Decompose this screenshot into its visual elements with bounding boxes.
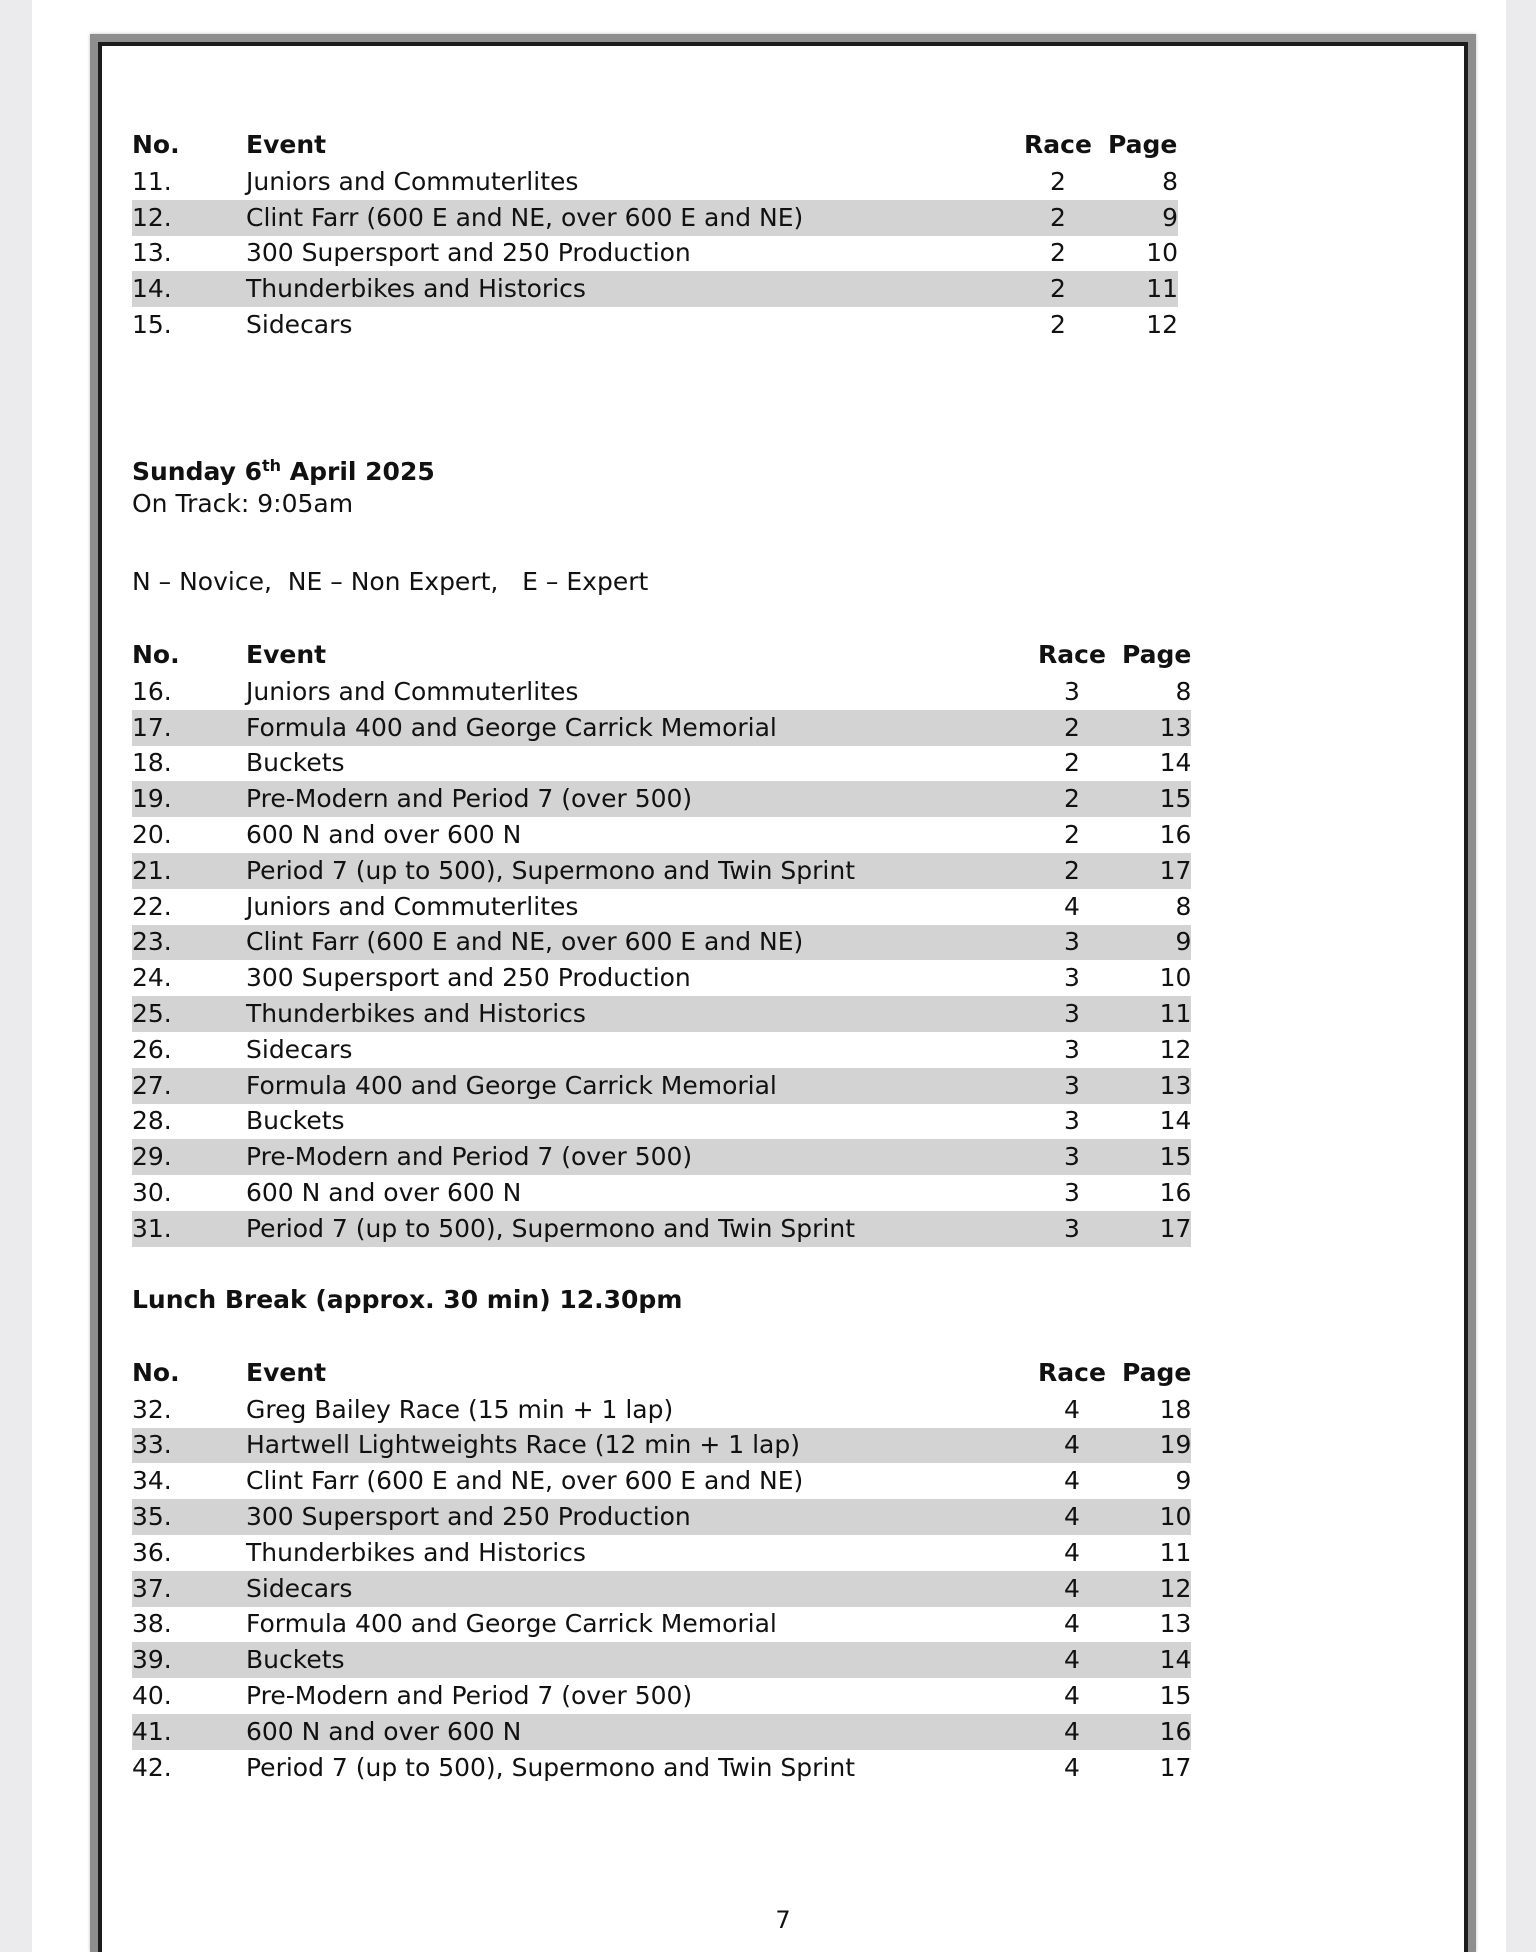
page-ref: 14 <box>1122 1642 1191 1678</box>
sunday-date-heading <box>132 456 1332 488</box>
event-number: 24. <box>132 963 172 993</box>
event-number: 42. <box>132 1752 172 1782</box>
header-event: Event <box>246 1357 327 1387</box>
page-ref: 19 <box>1122 1428 1191 1464</box>
schedule-row <box>132 1571 1191 1607</box>
event-name: Sidecars <box>246 310 353 340</box>
race-number: 2 <box>1050 166 1066 196</box>
event-number: 28. <box>132 1106 172 1136</box>
race-number: 4 <box>1022 1499 1122 1535</box>
page-ref: 8 <box>1162 166 1178 196</box>
event-name: Pre-Modern and Period 7 (over 500) <box>246 781 1022 817</box>
document-page <box>98 42 1468 1952</box>
page-ref: 10 <box>1159 963 1192 993</box>
schedule-row <box>132 960 1191 996</box>
page-ref: 14 <box>1159 1106 1192 1136</box>
event-name: Thunderbikes and Historics <box>246 271 1008 307</box>
race-number: 4 <box>1064 1466 1080 1496</box>
page-ref: 16 <box>1159 820 1192 850</box>
event-name: Thunderbikes and Historics <box>246 1537 586 1567</box>
header-event: Event <box>246 130 327 159</box>
event-name: 600 N and over 600 N <box>246 1178 522 1208</box>
page-ref: 15 <box>1122 781 1191 817</box>
schedule-row <box>132 1392 1191 1428</box>
race-number: 3 <box>1022 1211 1122 1247</box>
page-ref: 9 <box>1122 925 1191 961</box>
race-number: 2 <box>1008 271 1108 307</box>
lunch-break-heading: Lunch Break (approx. 30 min) 12.30pm <box>132 1284 683 1314</box>
event-name: Buckets <box>246 748 345 778</box>
event-name: Juniors and Commuterlites <box>246 891 579 921</box>
schedule-row <box>132 271 1178 307</box>
page-ref: 15 <box>1122 1139 1191 1175</box>
event-name: Period 7 (up to 500), Supermono and Twin Sprint <box>246 1752 856 1782</box>
race-number: 2 <box>1022 710 1122 746</box>
event-number: 26. <box>132 1034 172 1064</box>
race-number: 3 <box>1064 1106 1080 1136</box>
schedule-row <box>132 746 1191 782</box>
schedule-row <box>132 925 1191 961</box>
date-suffix: April 2025 <box>281 456 435 486</box>
event-number: 32. <box>132 1394 172 1424</box>
race-number: 4 <box>1022 1571 1122 1607</box>
page-ref: 14 <box>1159 748 1192 778</box>
on-track-time: On Track: 9:05am <box>132 488 354 518</box>
schedule-row <box>132 307 1178 343</box>
date-prefix: Sunday 6 <box>132 456 262 486</box>
page-ref: 8 <box>1175 891 1192 921</box>
event-number: 36. <box>132 1537 172 1567</box>
event-name: Juniors and Commuterlites <box>246 676 579 706</box>
race-number: 2 <box>1064 820 1080 850</box>
event-name: 600 N and over 600 N <box>246 820 522 850</box>
schedule-row <box>132 1428 1191 1464</box>
schedule-row <box>132 1678 1191 1714</box>
schedule-table-sunday-morning <box>132 636 1191 1247</box>
event-number: 14. <box>132 271 246 307</box>
event-number: 30. <box>132 1178 172 1208</box>
date-ordinal: th <box>262 455 282 475</box>
event-number: 17. <box>132 710 246 746</box>
race-number: 2 <box>1022 853 1122 889</box>
page-ref: 13 <box>1122 710 1191 746</box>
page-frame <box>90 34 1476 1952</box>
header-no: No. <box>132 130 180 159</box>
race-number: 3 <box>1022 1139 1122 1175</box>
event-number: 13. <box>132 238 172 268</box>
race-number: 4 <box>1064 1394 1080 1424</box>
event-name: Clint Farr (600 E and NE, over 600 E and NE) <box>246 200 1008 236</box>
page-ref: 9 <box>1175 1466 1192 1496</box>
table-header-row <box>132 636 1191 674</box>
event-name: 300 Supersport and 250 Production <box>246 238 691 268</box>
race-number: 3 <box>1064 676 1080 706</box>
event-name: 300 Supersport and 250 Production <box>246 963 691 993</box>
event-name: Period 7 (up to 500), Supermono and Twin Sprint <box>246 1211 1022 1247</box>
race-number: 2 <box>1064 748 1080 778</box>
race-number: 3 <box>1022 996 1122 1032</box>
event-name: Clint Farr (600 E and NE, over 600 E and NE) <box>246 1466 804 1496</box>
page-ref: 17 <box>1122 1211 1191 1247</box>
event-name: Clint Farr (600 E and NE, over 600 E and NE) <box>246 925 1022 961</box>
page-ref: 17 <box>1122 853 1191 889</box>
schedule-row <box>132 996 1191 1032</box>
schedule-row <box>132 1175 1191 1211</box>
race-number: 2 <box>1008 200 1108 236</box>
schedule-row <box>132 1139 1191 1175</box>
event-number: 41. <box>132 1714 246 1750</box>
event-number: 12. <box>132 200 246 236</box>
event-number: 11. <box>132 166 172 196</box>
event-number: 35. <box>132 1499 246 1535</box>
page-ref: 16 <box>1159 1178 1192 1208</box>
table-header-row <box>132 126 1178 164</box>
event-name: Greg Bailey Race (15 min + 1 lap) <box>246 1394 674 1424</box>
header-no: No. <box>132 639 180 669</box>
schedule-row <box>132 1104 1191 1140</box>
page-ref: 13 <box>1159 1609 1192 1639</box>
page-ref: 11 <box>1108 271 1178 307</box>
event-number: 33. <box>132 1428 246 1464</box>
page-ref: 11 <box>1159 1537 1192 1567</box>
page-ref: 18 <box>1159 1394 1192 1424</box>
event-number: 40. <box>132 1681 172 1710</box>
schedule-row <box>132 1499 1191 1535</box>
race-number: 4 <box>1064 1681 1080 1710</box>
page-number: 7 <box>775 1906 791 1934</box>
event-number: 34. <box>132 1466 172 1496</box>
race-number: 4 <box>1064 1609 1080 1639</box>
page-ref: 12 <box>1146 310 1178 340</box>
schedule-row <box>132 710 1191 746</box>
page-ref: 13 <box>1122 1068 1191 1104</box>
document-viewer[interactable] <box>32 0 1506 1952</box>
race-number: 4 <box>1022 1642 1122 1678</box>
schedule-row <box>132 200 1178 236</box>
event-name: Pre-Modern and Period 7 (over 500) <box>246 1681 693 1710</box>
event-number: 20. <box>132 820 172 850</box>
page-ref: 12 <box>1122 1571 1191 1607</box>
schedule-row <box>132 1535 1191 1571</box>
race-number: 4 <box>1064 1537 1080 1567</box>
event-number: 18. <box>132 748 172 778</box>
event-name: Juniors and Commuterlites <box>246 166 579 196</box>
race-number: 3 <box>1064 1178 1080 1208</box>
header-race: Race <box>1038 1357 1106 1387</box>
event-number: 25. <box>132 996 246 1032</box>
event-number: 23. <box>132 925 246 961</box>
class-legend: N – Novice, NE – Non Expert, E – Expert <box>132 566 649 596</box>
race-number: 2 <box>1050 310 1066 340</box>
page-ref: 16 <box>1122 1714 1191 1750</box>
schedule-row <box>132 1642 1191 1678</box>
event-number: 29. <box>132 1139 246 1175</box>
race-number: 4 <box>1064 891 1080 921</box>
event-number: 21. <box>132 853 246 889</box>
event-number: 27. <box>132 1068 246 1104</box>
page-ref: 8 <box>1175 676 1192 706</box>
event-number: 19. <box>132 781 246 817</box>
schedule-row <box>132 817 1191 853</box>
page-content <box>132 126 1332 1786</box>
event-name: Hartwell Lightweights Race (12 min + 1 lap) <box>246 1428 1022 1464</box>
event-name: Thunderbikes and Historics <box>246 996 1022 1032</box>
header-event: Event <box>246 639 327 669</box>
page-ref: 11 <box>1122 996 1191 1032</box>
header-no: No. <box>132 1357 180 1387</box>
race-number: 4 <box>1064 1752 1080 1782</box>
event-name: Pre-Modern and Period 7 (over 500) <box>246 1139 1022 1175</box>
page-ref: 10 <box>1146 238 1178 268</box>
race-number: 4 <box>1022 1714 1122 1750</box>
schedule-table-saturday-continued <box>132 126 1178 343</box>
table-header-row <box>132 1354 1191 1392</box>
header-page: Page <box>1122 639 1192 669</box>
event-name: 300 Supersport and 250 Production <box>246 1499 1022 1535</box>
race-number: 3 <box>1022 925 1122 961</box>
schedule-row <box>132 1714 1191 1750</box>
event-name: Formula 400 and George Carrick Memorial <box>246 1068 1022 1104</box>
event-name: Buckets <box>246 1106 345 1136</box>
event-name: 600 N and over 600 N <box>246 1714 1022 1750</box>
header-page: Page <box>1122 1357 1192 1387</box>
race-number: 2 <box>1050 238 1066 268</box>
schedule-row <box>132 1463 1191 1499</box>
event-name: Formula 400 and George Carrick Memorial <box>246 710 1022 746</box>
event-name: Sidecars <box>246 1034 353 1064</box>
event-number: 39. <box>132 1642 246 1678</box>
event-number: 37. <box>132 1571 246 1607</box>
event-number: 22. <box>132 891 172 921</box>
header-race: Race <box>1038 639 1106 669</box>
schedule-table-sunday-afternoon <box>132 1354 1191 1786</box>
schedule-row <box>132 1750 1191 1786</box>
event-name: Sidecars <box>246 1571 1022 1607</box>
page-ref: 12 <box>1159 1034 1192 1064</box>
schedule-row <box>132 1068 1191 1104</box>
event-number: 38. <box>132 1609 172 1639</box>
schedule-row <box>132 889 1191 925</box>
page-ref: 17 <box>1159 1752 1192 1782</box>
event-number: 15. <box>132 310 172 340</box>
page-ref: 9 <box>1108 200 1178 236</box>
schedule-row <box>132 674 1191 710</box>
event-name: Buckets <box>246 1642 1022 1678</box>
schedule-row <box>132 236 1178 272</box>
schedule-row <box>132 1607 1191 1643</box>
schedule-row <box>132 164 1178 200</box>
schedule-row <box>132 853 1191 889</box>
schedule-row <box>132 1211 1191 1247</box>
race-number: 3 <box>1064 963 1080 993</box>
event-number: 31. <box>132 1211 246 1247</box>
event-number: 16. <box>132 676 172 706</box>
race-number: 4 <box>1022 1428 1122 1464</box>
event-name: Formula 400 and George Carrick Memorial <box>246 1609 777 1639</box>
race-number: 3 <box>1064 1034 1080 1064</box>
race-number: 2 <box>1022 781 1122 817</box>
page-ref: 10 <box>1122 1499 1191 1535</box>
header-page: Page <box>1108 130 1178 159</box>
race-number: 3 <box>1022 1068 1122 1104</box>
page-ref: 15 <box>1159 1681 1192 1710</box>
event-name: Period 7 (up to 500), Supermono and Twin Sprint <box>246 853 1022 889</box>
schedule-row <box>132 781 1191 817</box>
header-race: Race <box>1024 130 1092 159</box>
schedule-row <box>132 1032 1191 1068</box>
